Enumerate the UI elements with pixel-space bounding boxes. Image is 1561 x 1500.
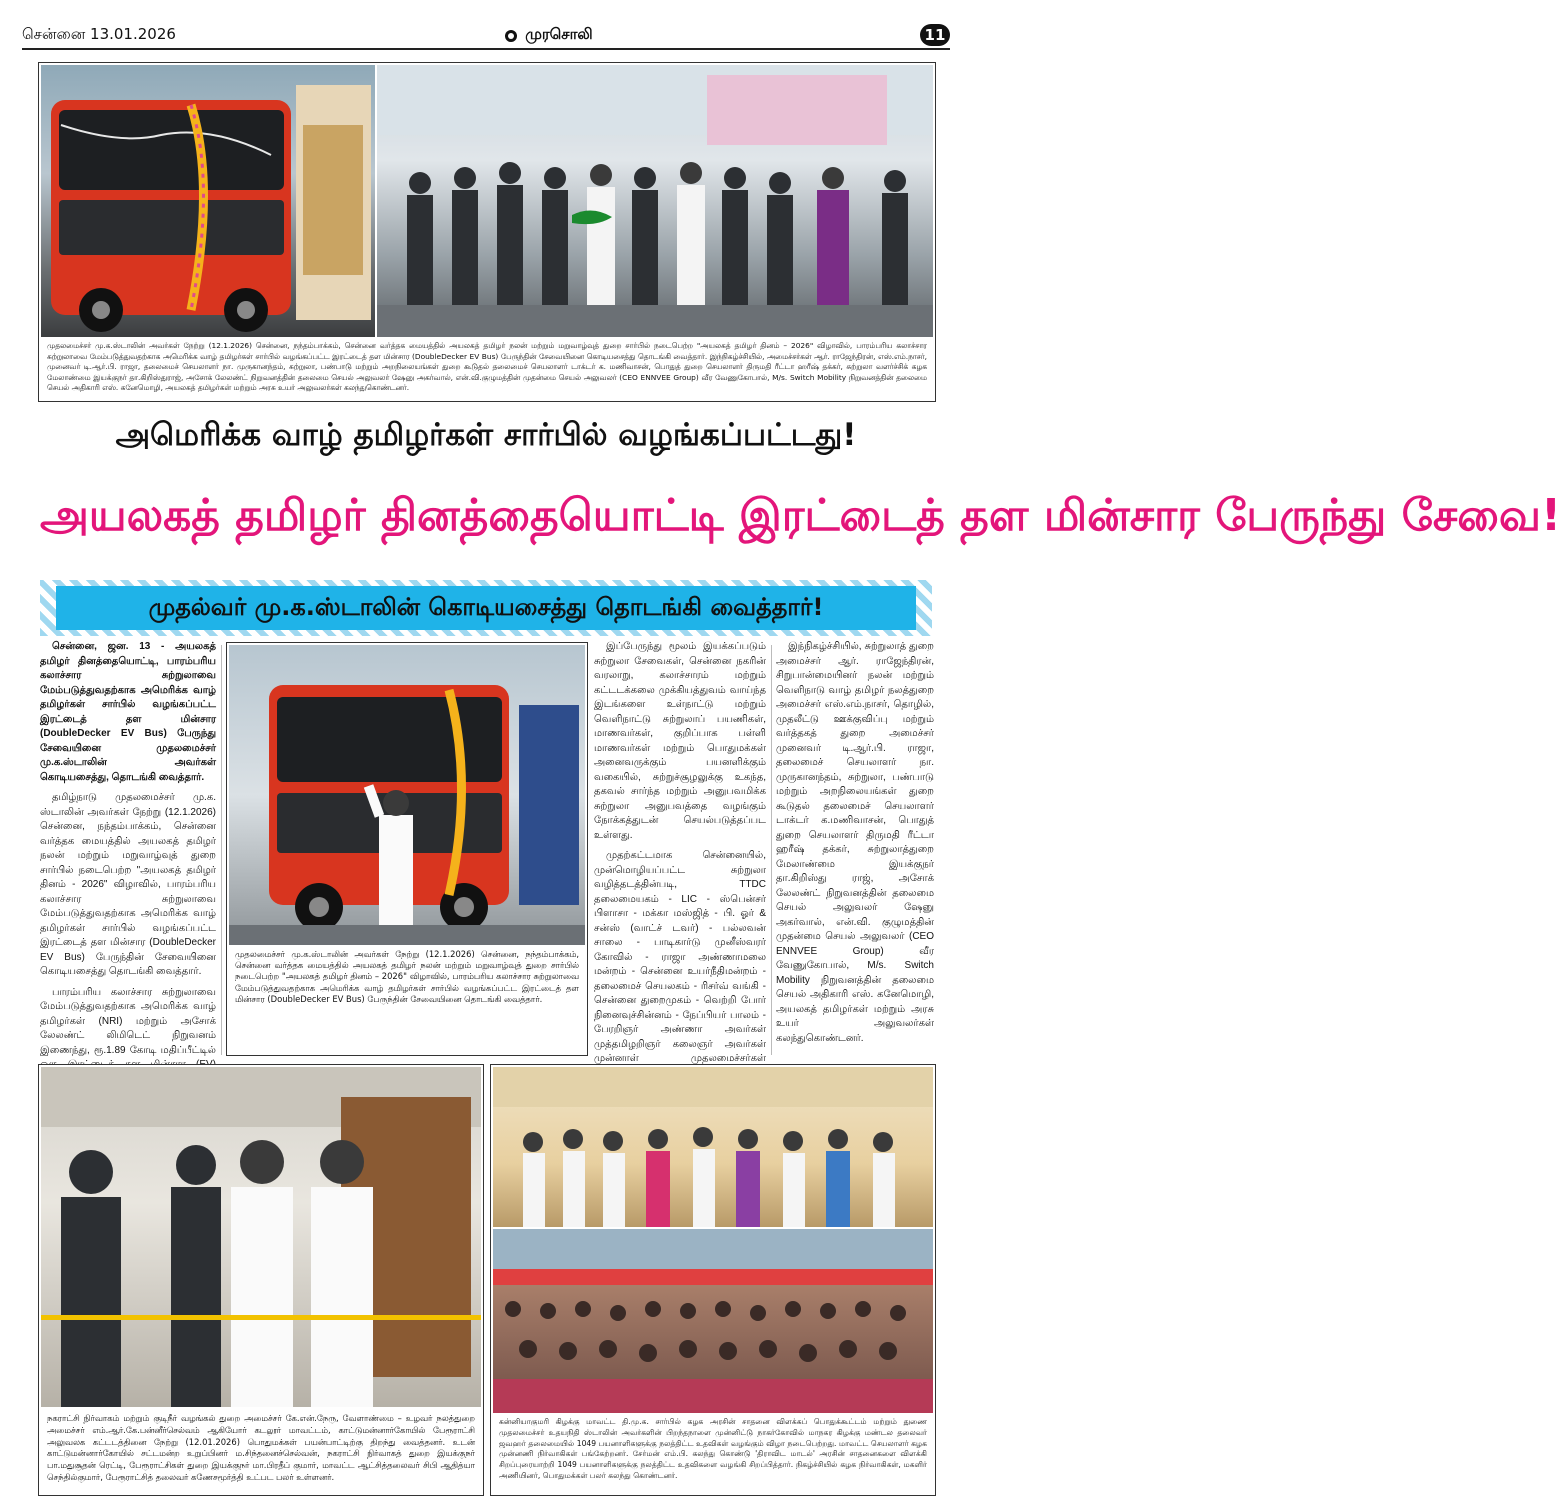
article-paragraph: இந்நிகழ்ச்சியில், சுற்றுலாத் துறை அமைச்சர் ஆர். ராஜேந்திரன், சிறுபான்மையினர் நலன் மற்றும் வெளிநாடு வாழ் தமிழர் நலத்துறை அமைச்சர் எஸ்.எம்.நாசர், தொழில், முதலீட்டு ஊக்குவிப்பு மற்றும் வர்த்தகத் துறை அமைச்சர் முனைவர் டி.ஆர்.பி. ராஜா, தலைமைச் செயலாளர் நா. முருகானந்தம், சுற்றுலா, பண்பாடு மற்றும் அறநிலையங்கள் துறை கூடுதல் தலைமைச் செயலாளர் டாக்டர் க.மணிவாசன், பொதுத் துறை செயலாளர் திருமதி ரீட்டா ஹரீஷ் தக்கர், சுற்றுலாத்துறை மேலாண்மை இயக்குநர் தா.கிறிஸ்து ராஜ், அசோக் லேலண்ட் நிறுவனத்தின் தலைமை செயல் அலுவலர் ஷேனு அகர்வால், என்.வி. குழுமத்தின் முதன்மை செயல் அலுவலர் (CEO ENNVEE Group) வீர வேணுகோபால், M/s. Switch Mobility நிறுவனத்தின் தலைமை செயல் அதிகாரி எஸ். கனேமொழி, அயலகத் தமிழர்கள் மற்றும் அரசு உயர் அலுவலர்கள் கலந்துகொண்டனர். [776,641,934,1044]
office-inauguration-illustration [41,1067,481,1407]
bus-photo [41,65,375,337]
top-photo-caption: முதலமைச்சர் மு.க.ஸ்டாலின் அவர்கள் நேற்று (12.1.2026) சென்னை, நந்தம்பாக்கம், சென்னை வர்த்தக மையத்தில் அயலகத் தமிழர் நலன் மற்றும் மறுவாழ்வுத் துறை சார்பில் நடைபெற்ற "அயலகத் தமிழர் தினம் – 2026" விழாவில், பாரம்பரிய கலாச்சார சுற்றுலாவை மேம்படுத்துவதற்காக அமெரிக்க வாழ் தமிழர்கள் சார்பில் வழங்கப்பட்ட இரட்டைத் தள மின்சார (DoubleDecker EV Bus) பேருந்தின் சேவையினை கொடியசைத்து தொடங்கி வைத்தார். இந்நிகழ்ச்சியில், அமைச்சர்கள் ஆர். ராஜேந்திரன், எஸ்.எம்.நாசர், முனைவர் டி.ஆர்.பி. ராஜா, தலைமைச் செயலாளர் நா. முருகானந்தம், சுற்றுலா, பண்பாடு மற்றும் அறநிலையங்கள் துறை கூடுதல் தலைமைச் செயலாளர் டாக்டர் க. மணிவாசன், பொதுத் துறை செயலாளர் திருமதி ரீட்டா ஹரீஷ் தக்கர், சுற்றுலா வளர்ச்சிக் கழக மேலாண்மை இயக்குநர் தா.கிறிஸ்துராஜ், அசோக் லேலண்ட் நிறுவனத்தின் தலைமை செயல் அலுவலர் ஷேனு அகர்வால், என்.வி.குழுமத்தின் முதன்மை செயல் அலுவலர் (CEO ENNVEE Group) வீர வேணுகோபால், M/s. Switch Mobility நிறுவனத்தின் தலைமை செயல் அதிகாரி எஸ். கனேமொழி, அயலகத் தமிழர்கள் மற்றும் அரசு உயர் அலுவலர்கள் கலந்துகொண்டனர். [47,341,927,393]
article-lead: சென்னை, ஜன. 13 - அயலகத் தமிழர் தினத்தையொட்டி, பாரம்பரிய கலாச்சார சுற்றுலாவை மேம்படுத்துவதற்காக அமெரிக்க வாழ் தமிழர்கள் சார்பில் வழங்கப்பட்ட இரட்டைத் தள மின்சார (DoubleDecker EV Bus) பேருந்து சேவையினை முதலமைச்சர் மு.க.ஸ்டாலின் அவர்கள் கொடியசைத்து, தொடங்கி வைத்தார். [40,641,216,783]
subheadline: முதல்வர் மு.க.ஸ்டாலின் கொடியசைத்து தொடங்கி வைத்தார்! [56,586,916,630]
article-paragraph: பாரம்பரிய கலாச்சார சுற்றுலாவை மேம்படுத்துவதற்காக அமெரிக்க வாழ் தமிழர்கள் (NRI) மற்றும் அசோக் லேலண்ட் லிமிடெட் நிறுவனம் இணைந்து, ரூ.1.89 கோடி மதிப்பீட்டில் [40,986,216,1056]
dignitaries-group-illustration [377,65,933,337]
ribbon-cutting-photo [41,1067,481,1407]
article-paragraph: தமிழ்நாடு முதலமைச்சர் மு.க. ஸ்டாலின் அவர்கள் நேற்று (12.1.2026) சென்னை, நந்தம்பாக்கம், சென்னை வர்த்தக மையத்தில் அயலகத் தமிழர் நலன் மற்றும் மறுவாழ்வுத் துறை சார்பில் நடைபெற்ற "அயலகத் தமிழர் தினம் - 2026" விழாவில், பாரம்பரிய கலாச்சார சுற்றுலாவை மேம்படுத்துவதற்காக அமெரிக்க வாழ் தமிழர்கள் சார்பில் வழங்கப்பட்ட இரட்டைத் தள மின்சார (DoubleDecker EV Bus) பேருந்தின் சேவையினை கொடியசைத்து தொடங்கி வைத்தார். [40,792,216,977]
masthead [503,25,593,45]
crowd-illustration [493,1229,933,1413]
top-photo-box [38,62,936,402]
column-divider [771,645,772,1055]
bottom-left-caption: நகராட்சி நிர்வாகம் மற்றும் குடிநீர் வழங்கல் துறை அமைச்சர் கே.என்.நேரு, வேளாண்மை – உழவர் நலத்துறை அமைச்சர் எம்.ஆர்.கே.பன்னீர்செல்வம் ஆகியோர் கடலூர் மாவட்டம், காட்டுமன்னார்கோயில் பேரூராட்சி அலுவலக கட்டடத்தினை நேற்று (12.01.2026) பொதுமக்கள் பயன்பாட்டிற்கு திறந்து வைத்தனர். உடன் காட்டுமன்னார்கோயில் சட்டமன்ற உறுப்பினர் ம.சிந்தனைச்செல்வன், நகராட்சி நிர்வாகத் துறை இயக்குநர் பா.மதுசூதன் ரெட்டி, பேரூராட்சிகள் துறை இயக்குநர் மா.பிரதீப் குமார், மாவட்ட ஆட்சித்தலைவர் சிபி ஆதித்யா செந்தில்குமார், பேரூராட்சித் தலைவர் கணேசமூர்த்தி உட்பட பலர் உள்ளனர். [47,1413,475,1482]
masthead-title: முரசொலி [525,25,593,43]
double-decker-bus-illustration [41,65,375,337]
main-headline: அயலகத் தமிழர் தினத்தையொட்டி இரட்டைத் தள மின்சார பேருந்து சேவை! [40,490,1561,541]
article-paragraph: முதற்கட்டமாக சென்னையில், முன்மொழியப்பட்ட சுற்றுலா வழித்தடத்தின்படி, TTDC தலைமையகம் - LIC - ஸ்பென்சர் பிளாசா - மக்கா மஸ்ஜித் - பி. ஓர் & சன்ஸ் (வாட்ச் டவர்) - பல்லவன் சாலை - பாடிகார்டு முனீஸ்வரர் கோவில் - ராஜா அண்ணாமலை மன்றம் - சென்னை உயர்நீதிமன்றம் - தலைமைச் செயலகம் - ரிசர்வ் வங்கி - சென்னை துறைமுகம் - வெற்றி போர் நினைவுச்சின்னம் - நேப்பியர் பாலம் - பேரறிஞர் அண்ணா அவர்கள் முத்தமிழறிஞர் கலைஞர் அவர்கள் முன்னாள் முதலமைச்சர்கள் [594,850,766,1064]
bottom-left-photo-box [38,1064,484,1496]
bottom-right-photo-box [490,1064,936,1496]
article-column-1 [40,640,216,1060]
rising-sun-logo-icon [503,27,519,43]
article-column-4 [776,640,934,1060]
public-meeting-crowd-photo [493,1229,933,1413]
page-header [22,22,950,50]
chief-minister-bus-photo [229,645,585,945]
article-paragraph: இப்பேருந்து மூலம் இயக்கப்படும் சுற்றுலா சேவைகள், சென்னை நகரின் வரலாறு, கலாச்சாரம் மற்றும் கட்டடக்கலை முக்கியத்துவம் வாய்ந்த இடங்களை உள்நாட்டு மற்றும் வெளிநாட்டு சுற்றுலாப் பயணிகள், மாணவர்கள், குறிப்பாக பள்ளி மாணவர்கள் மற்றும் பொதுமக்கள் அனைவருக்கும் பயனளிக்கும் வகையில், சுற்றுச்சூழலுக்கு உகந்த, தகவல் சார்ந்த மற்றும் அனுபவமிக்க சுற்றுலா அனுபவத்தை வழங்கும் நோக்கத்துடன் செயல்படுத்தப்பட உள்ளது. [594,641,766,841]
subheadline-band [40,580,932,636]
column-divider [221,645,222,1055]
stage-group-illustration [493,1067,933,1227]
page-number: 11 [920,24,950,46]
article-column-3 [594,640,766,1064]
center-photo-caption: முதலமைச்சர் மு.க.ஸ்டாலின் அவர்கள் நேற்று (12.1.2026) சென்னை, நந்தம்பாக்கம், சென்னை வர்த்தக மையத்தில் அயலகத் தமிழர் நலன் மற்றும் மறுவாழ்வுத் துறை சார்பில் நடைபெற்ற "அயலகத் தமிழர் தினம் – 2026" விழாவில், பாரம்பரிய கலாச்சார சுற்றுலாவை மேம்படுத்துவதற்காக அமெரிக்க வாழ் தமிழர்கள் சார்பில் வழங்கப்பட்ட இரட்டைத் தள மின்சார (DoubleDecker EV Bus) பேருந்தின் சேவையினை தொடங்கி வைத்தார். [235,949,579,1004]
flag-off-ceremony-photo [377,65,933,337]
kicker-headline: அமெரிக்க வாழ் தமிழர்கள் சார்பில் வழங்கப்பட்டது! [115,417,857,453]
center-photo-box [226,642,588,1056]
dateline: சென்னை 13.01.2026 [22,25,176,43]
stage-welfare-distribution-photo [493,1067,933,1227]
bottom-right-caption: கன்னியாகுமரி கிழக்கு மாவட்ட தி.மு.க. சார்பில் கழக அரசின் சாதனை விளக்கப் பொதுக்கூட்டம் மற்றும் துணை முதலமைச்சர் உதயநிதி ஸ்டாலின் அவர்களின் பிறந்தநாளை முன்னிட்டு நாகர்கோவில் மாநகர கிழக்கு மண்டல தலைவர் ஜவஹர் தலைமையில் 1049 பயனாளிகளுக்கு நலத்திட்ட உதவிகள் வழங்கும் விழா நடைபெற்றது. மாவட்ட செயலாளர் கழக முன்னணி நிர்வாகிகள் பங்கேற்றனர். சேர்மன் எம்.பி. கலந்து கொண்டு 'திராவிட மாடல்' அரசின் சாதனைகளை விளக்கி சிறப்புரையாற்றி 1049 பயனாளிகளுக்கு நலத்திட்ட உதவிகளை வழங்கி சிறப்பித்தார். நிகழ்ச்சியில் கழக நிர்வாகிகள், மகளிர் அணியினர், பொதுமக்கள் பலர் கலந்து கொண்டனர். [499,1417,927,1480]
bus-with-chief-minister-illustration [229,645,585,945]
